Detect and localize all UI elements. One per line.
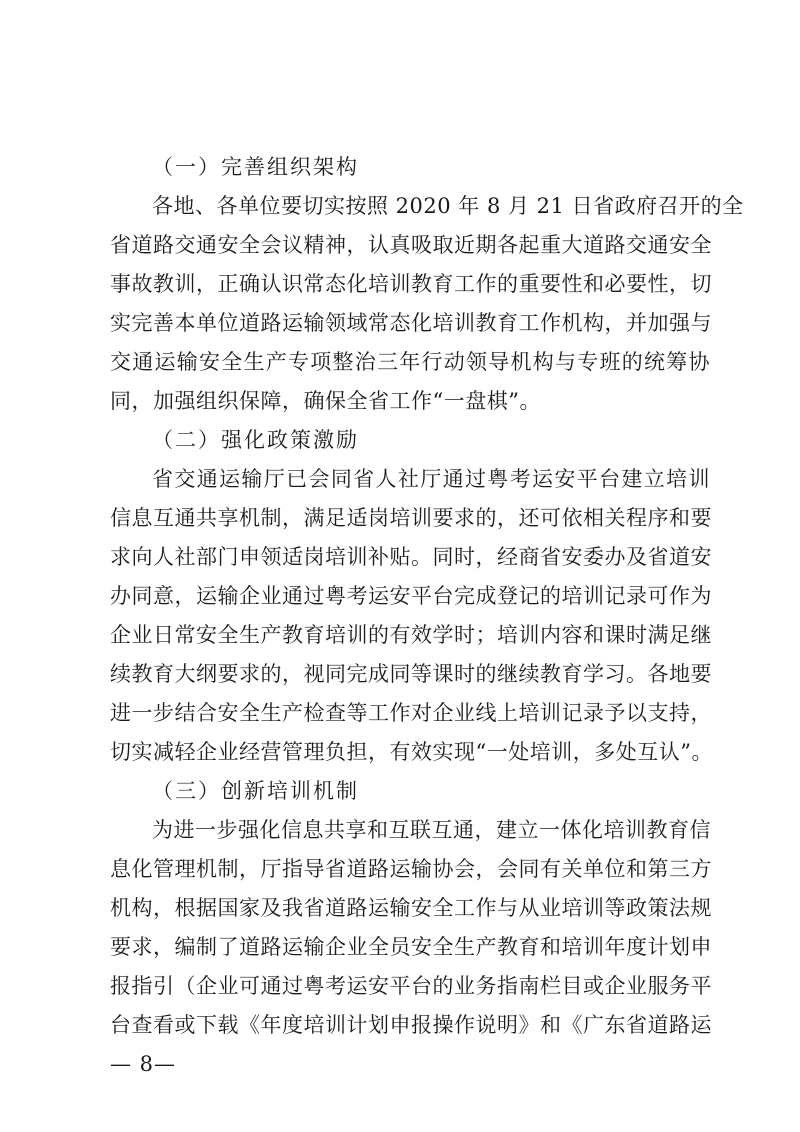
section-3-line: 台查看或下载《年度培训计划申报操作说明》和《广东省道路运 bbox=[110, 1013, 712, 1037]
section-1-line: 省道路交通安全会议精神，认真吸取近期各起重大道路交通安全 bbox=[110, 233, 712, 257]
section-2-line: 进一步结合安全生产检查等工作对企业线上培训记录予以支持， bbox=[110, 701, 712, 725]
section-2-line: 办同意，运输企业通过粤考运安平台完成登记的培训记录可作为 bbox=[110, 584, 712, 608]
section-2-line: 信息互通共享机制，满足适岗培训要求的，还可依相关程序和要 bbox=[110, 506, 712, 530]
section-2-heading: （二）强化政策激励 bbox=[152, 428, 359, 452]
section-1-line: 事故教训，正确认识常态化培训教育工作的重要性和必要性，切 bbox=[110, 272, 712, 296]
section-2-line: 切实减轻企业经营管理负担，有效实现“一处培训，多处互认”。 bbox=[110, 740, 713, 764]
section-3-line: 息化管理机制，厅指导省道路运输协会，会同有关单位和第三方 bbox=[110, 857, 712, 881]
section-2-line: 续教育大纲要求的，视同完成同等课时的继续教育学习。各地要 bbox=[110, 662, 712, 686]
section-1-line: 交通运输安全生产专项整治三年行动领导机构与专班的统筹协 bbox=[110, 350, 710, 374]
section-1-heading: （一）完善组织架构 bbox=[152, 155, 359, 179]
section-2-line: 企业日常安全生产教育培训的有效学时；培训内容和课时满足继 bbox=[110, 623, 712, 647]
section-3-line: 报指引（企业可通过粤考运安平台的业务指南栏目或企业服务平 bbox=[110, 974, 712, 998]
section-1-line: 各地、各单位要切实按照 2020 年 8 月 21 日省政府召开的全 bbox=[152, 194, 744, 218]
page-number: — 8— bbox=[110, 1052, 177, 1076]
section-2-line: 省交通运输厅已会同省人社厅通过粤考运安平台建立培训 bbox=[152, 467, 710, 491]
section-3-line: 为进一步强化信息共享和互联互通，建立一体化培训教育信 bbox=[152, 818, 711, 842]
section-3-line: 机构，根据国家及我省道路运输安全工作与从业培训等政策法规 bbox=[110, 896, 712, 920]
section-3-heading: （三）创新培训机制 bbox=[152, 779, 359, 803]
section-2-line: 求向人社部门申领适岗培训补贴。同时，经商省安委办及省道安 bbox=[110, 545, 712, 569]
section-1-line: 实完善本单位道路运输领域常态化培训教育工作机构，并加强与 bbox=[110, 311, 712, 335]
section-3-line: 要求，编制了道路运输企业全员安全生产教育和培训年度计划申 bbox=[110, 935, 712, 959]
section-1-line: 同，加强组织保障，确保全省工作“一盘棋”。 bbox=[110, 389, 541, 413]
